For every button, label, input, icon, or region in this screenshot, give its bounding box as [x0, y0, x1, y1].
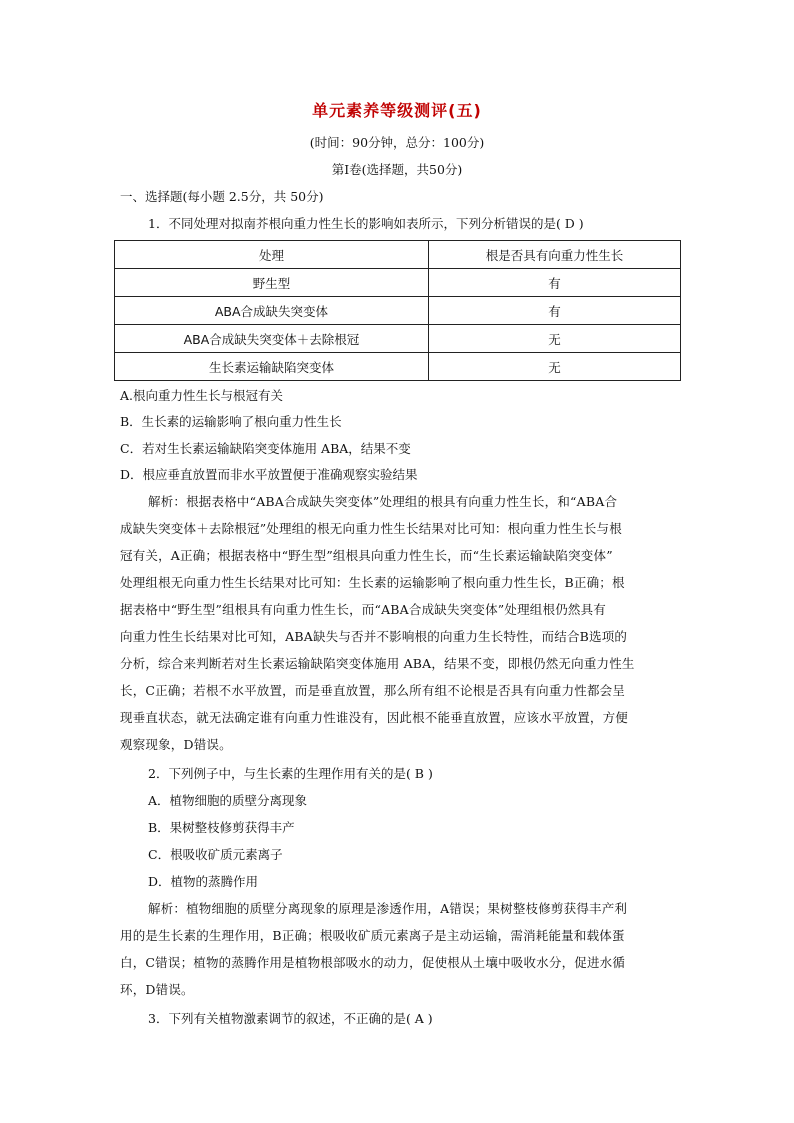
table-header-cell: 根是否具有向重力性生长 [428, 241, 680, 269]
table-cell: 生长素运输缺陷突变体 [115, 353, 429, 381]
question-2-analysis-line: 用的是生长素的生理作用，B正确；根吸收矿质元素离子是主动运输，需消耗能量和载体蛋 [120, 928, 625, 943]
question-2-option-b: B．果树整枝修剪获得丰产 [148, 820, 295, 835]
question-1-stem: 1．不同处理对拟南芥根向重力性生长的影响如表所示，下列分析错误的是( D ) [148, 216, 584, 231]
question-1-analysis-line: 向重力性生长结果对比可知，ABA缺失与否并不影响根的向重力生长特性，而结合B选项的 [120, 629, 628, 644]
question-2-option-c: C．根吸收矿质元素离子 [148, 847, 283, 862]
question-2-option-d: D．植物的蒸腾作用 [148, 874, 259, 889]
question-1-analysis-line: 处理组根无向重力性生长结果对比可知：生长素的运输影响了根向重力性生长，B正确；根 [120, 575, 625, 590]
table-cell: 野生型 [115, 269, 429, 297]
question-2-analysis-line: 环，D错误。 [120, 982, 194, 997]
question-1-analysis-line: 解析：根据表格中“ABA合成缺失突变体”处理组的根具有向重力性生长，和“ABA合 [148, 494, 618, 509]
question-1-option-b: B．生长素的运输影响了根向重力性生长 [120, 414, 342, 429]
question-1-analysis-line: 观察现象，D错误。 [120, 737, 232, 752]
table-header-row [115, 241, 681, 269]
table-cell: 无 [428, 353, 680, 381]
table-row [115, 353, 681, 381]
question-1-option-c: C．若对生长素运输缺陷突变体施用 ABA，结果不变 [120, 441, 411, 456]
table-cell: ABA合成缺失突变体 [115, 297, 429, 325]
question-1-option-d: D．根应垂直放置而非水平放置便于准确观察实验结果 [120, 467, 418, 482]
question-2-analysis-line: 白，C错误；植物的蒸腾作用是植物根部吸水的动力，促使根从土壤中吸收水分，促进水循 [120, 955, 626, 970]
time-info: (时间：90分钟，总分：100分) [309, 135, 485, 150]
page-title: 单元素养等级测评(五) [312, 101, 482, 120]
question-1-analysis-line: 现垂直状态，就无法确定谁有向重力性谁没有，因此根不能垂直放置，应该水平放置，方便 [120, 710, 629, 725]
question-1-analysis-line: 成缺失突变体＋去除根冠”处理组的根无向重力性生长结果对比可知：根向重力性生长与根 [120, 521, 622, 536]
question-1-analysis-line: 据表格中“野生型”组根具有向重力性生长，而“ABA合成缺失突变体”处理组根仍然具有 [120, 602, 607, 617]
question-2-stem: 2．下列例子中，与生长素的生理作用有关的是( B ) [148, 766, 433, 781]
question-1-analysis-line: 分析，综合来判断若对生长素运输缺陷突变体施用 ABA，结果不变，即根仍然无向重力性生 [120, 656, 635, 671]
section-heading: 一、选择题(每小题 2.5分，共 50分) [120, 189, 324, 204]
question-2-option-a: A．植物细胞的质壁分离现象 [148, 793, 308, 808]
question-1-option-a: A.根向重力性生长与根冠有关 [120, 388, 284, 403]
table-header-cell: 处理 [115, 241, 429, 269]
question-2-analysis-line: 解析：植物细胞的质壁分离现象的原理是渗透作用，A错误；果树整枝修剪获得丰产利 [148, 901, 628, 916]
question-1-analysis-line: 长，C正确；若根不水平放置，而是垂直放置，那么所有组不论根是否具有向重力性都会呈 [120, 683, 626, 698]
table-row [115, 269, 681, 297]
question-1-table [114, 240, 681, 381]
table-cell: 有 [428, 269, 680, 297]
table-cell: ABA合成缺失突变体＋去除根冠 [115, 325, 429, 353]
table-row [115, 297, 681, 325]
table-row [115, 325, 681, 353]
volume-heading: 第Ⅰ卷(选择题，共50分) [331, 162, 463, 177]
table-cell: 无 [428, 325, 680, 353]
question-1-analysis-line: 冠有关，A正确；根据表格中“野生型”组根具向重力性生长，而“生长素运输缺陷突变体” [120, 548, 613, 563]
table-cell: 有 [428, 297, 680, 325]
question-3-stem: 3．下列有关植物激素调节的叙述，不正确的是( A ) [148, 1011, 433, 1026]
